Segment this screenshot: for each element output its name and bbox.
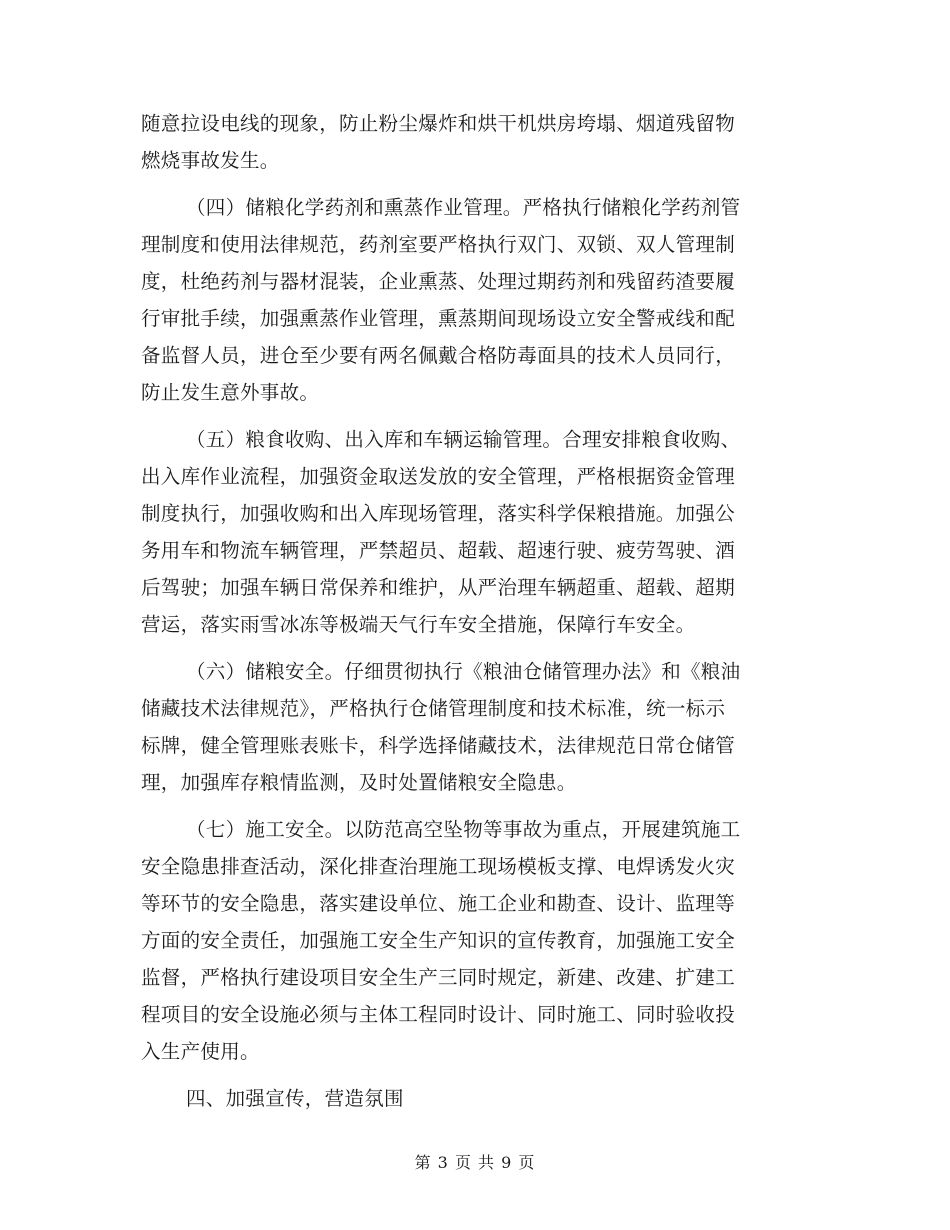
text-line: 防止发生意外事故。 xyxy=(141,381,320,404)
document-body xyxy=(141,105,813,1117)
text-line: 监督，严格执行建设项目安全生产三同时规定，新建、改建、扩建工 xyxy=(141,966,736,989)
text-line: 营运，落实雨雪冰冻等极端天气行车安全措施，保障行车安全。 xyxy=(141,613,696,636)
section-heading-5: （五）粮食收购、出入库和车辆运输管理。合理安排粮食收购、 xyxy=(186,428,741,451)
text-line: 后驾驶；加强车辆日常保养和维护，从严治理车辆超重、超载、超期 xyxy=(141,576,736,599)
chapter-heading: 四、加强宣传，营造氛围 xyxy=(186,1087,404,1110)
text-line: 理，加强库存粮情监测，及时处置储粮安全隐患。 xyxy=(141,771,577,794)
text-line: 标牌，健全管理账表账卡，科学选择储藏技术，法律规范日常仓储管 xyxy=(141,734,736,757)
section-heading-7: （七）施工安全。以防范高空坠物等事故为重点，开展建筑施工 xyxy=(186,818,741,841)
text-line: 燃烧事故发生。 xyxy=(141,149,280,172)
text-line: 随意拉设电线的现象，防止粉尘爆炸和烘干机烘房垮塌、烟道残留物 xyxy=(141,112,736,135)
text-line: 务用车和物流车辆管理，严禁超员、超载、超速行驶、疲劳驾驶、酒 xyxy=(141,539,736,562)
text-line: 制度执行，加强收购和出入库现场管理，落实科学保粮措施。加强公 xyxy=(141,502,736,525)
text-line: 储藏技术法律规范》，严格执行仓储管理制度和技术标准，统一标示 xyxy=(141,697,726,720)
text-line: 出入库作业流程，加强资金取送发放的安全管理，严格根据资金管理 xyxy=(141,465,736,488)
section-heading-6: （六）储粮安全。仔细贯彻执行《粮油仓储管理办法》和《粮油 xyxy=(186,660,741,683)
page-number-footer: 第 3 页 共 9 页 xyxy=(414,1153,536,1172)
text-line: 度，杜绝药剂与器材混装，企业熏蒸、处理过期药剂和残留药渣要履 xyxy=(141,270,736,293)
text-line: 等环节的安全隐患，落实建设单位、施工企业和勘查、设计、监理等 xyxy=(141,892,736,915)
text-line: 行审批手续，加强熏蒸作业管理，熏蒸期间现场设立安全警戒线和配 xyxy=(141,307,736,330)
text-line: 程项目的安全设施必须与主体工程同时设计、同时施工、同时验收投 xyxy=(141,1003,736,1026)
text-line: 方面的安全责任，加强施工安全生产知识的宣传教育，加强施工安全 xyxy=(141,929,736,952)
text-line: 入生产使用。 xyxy=(141,1040,260,1063)
text-line: 安全隐患排查活动，深化排查治理施工现场模板支撑、电焊诱发火灾 xyxy=(141,855,736,878)
text-line: 理制度和使用法律规范，药剂室要严格执行双门、双锁、双人管理制 xyxy=(141,233,736,256)
section-heading-4: （四）储粮化学药剂和熏蒸作业管理。严格执行储粮化学药剂管 xyxy=(186,196,741,219)
text-line: 备监督人员，进仓至少要有两名佩戴合格防毒面具的技术人员同行， xyxy=(141,344,736,367)
